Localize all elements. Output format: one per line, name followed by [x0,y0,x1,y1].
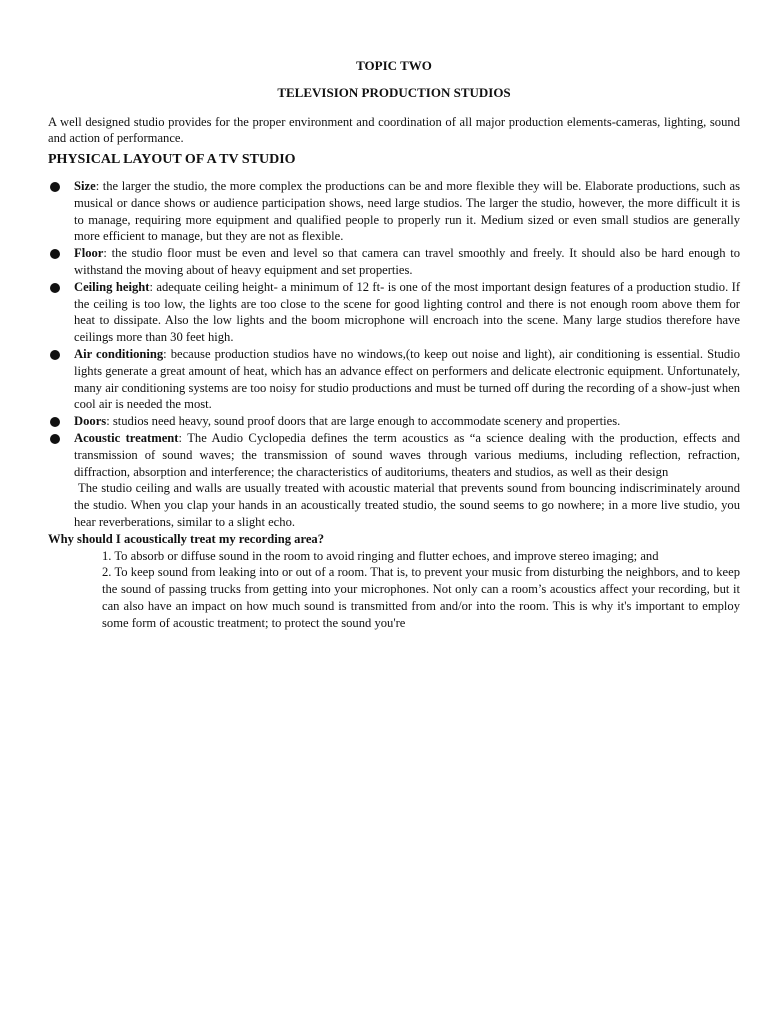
bullet-text: : because production studios have no windows,(to keep out noise and light), air conditioning is essential. Studio lights generate a great amount of heat, which has an advance effect on performers and delicate electronic equipment. Unfortunately, many air conditioning systems are too noisy for studio productions and must be turned off during the recording of a show-just when cool air is needed the most. [74,346,740,412]
bullet-text: : adequate ceiling height- a minimum of 12 ft- is one of the most important design features of a production studio. If the ceiling is too low, the lights are too close to the scene for good lighting control and there is not enough room above them for heat to dissipate. Also the low lights and the boom microphone will encroach into the scene. Many large studios therefore have ceilings more than 30 feet high. [74,279,741,345]
acoustic-paragraph: The studio ceiling and walls are usually treated with acoustic material that prevents sound from bouncing indiscriminately around the studio. When you clap your hands in an acoustically treated studio, the sound seems to go nowhere; in a more live studio, you hear reverberations, similar to a slight echo. [74,481,740,529]
numbered-item-1: 1. To absorb or diffuse sound in the room to avoid ringing and flutter echoes, and improve stereo imaging; and [102,548,659,563]
question-heading: Why should I acoustically treat my recording area? [48,531,325,546]
bullet-term: Floor [74,246,104,261]
intro-paragraph: A well designed studio provides for the proper environment and coordination of all major production elements-cameras, lighting, sound and action of performance. [48,114,740,146]
bullet-item-size [48,178,740,245]
bullet-text: : the larger the studio, the more complex the productions can be and more flexible they will be. Elaborate productions, such as musical or dance shows or audience participation shows, need large studios. The larger the studio, however, the more difficult it is to manage, requiring more equipment and qualified people to properly run it. Medium sized or even small studios are generally more efficient to manage, but they are not as flexible. [74,178,740,244]
document-page [48,58,740,632]
bullet-term: Size [74,178,96,193]
bullet-item-floor [48,245,740,279]
bullet-term: Acoustic treatment [74,430,179,445]
section-heading: PHYSICAL LAYOUT OF A TV STUDIO [48,152,296,168]
bullet-text: : the studio floor must be even and level so that camera can travel smoothly and freely. It should also be hard enough to withstand the moving about of heavy equipment and set properties. [74,246,740,277]
bullet-item-acoustic-treatment [48,430,740,480]
bullet-icon [50,350,60,360]
bullet-text: : The Audio Cyclopedia defines the term acoustics as “a science dealing with the production, effects and transmission of sound waves; the transmission of sound waves through various mediums, including reflection, refraction, diffraction, absorption and interference; the characteristics of auditoriums, theaters and studios, as well as their design [74,430,741,479]
bullet-icon [50,182,60,192]
bullet-list [48,178,740,480]
bullet-text: : studios need heavy, sound proof doors that are large enough to accommodate scenery and properties. [106,414,621,429]
bullet-item-doors [48,413,740,430]
bullet-term: Ceiling height [74,279,150,294]
bullet-icon [50,417,60,427]
document-title: TELEVISION PRODUCTION STUDIOS [277,84,511,100]
bullet-term: Air conditioning [74,346,164,361]
bullet-item-ceiling-height [48,279,740,346]
bullet-icon [50,434,60,444]
bullet-term: Doors [74,414,107,429]
numbered-item-2: 2. To keep sound from leaking into or out of a room. That is, to prevent your music from disturbing the neighbors, and to keep the sound of passing trucks from getting into your microphones. Not only can a room’s acoustics affect your recording, but it can also have an impact on how much sound is transmitted from and/or into the room. This is why it's important to employ some form of acoustic treatment; to protect the sound you're [102,565,740,630]
topic-label: TOPIC TWO [356,58,432,73]
bullet-icon [50,283,60,293]
bullet-icon [50,249,60,259]
bullet-item-air-conditioning [48,346,740,413]
